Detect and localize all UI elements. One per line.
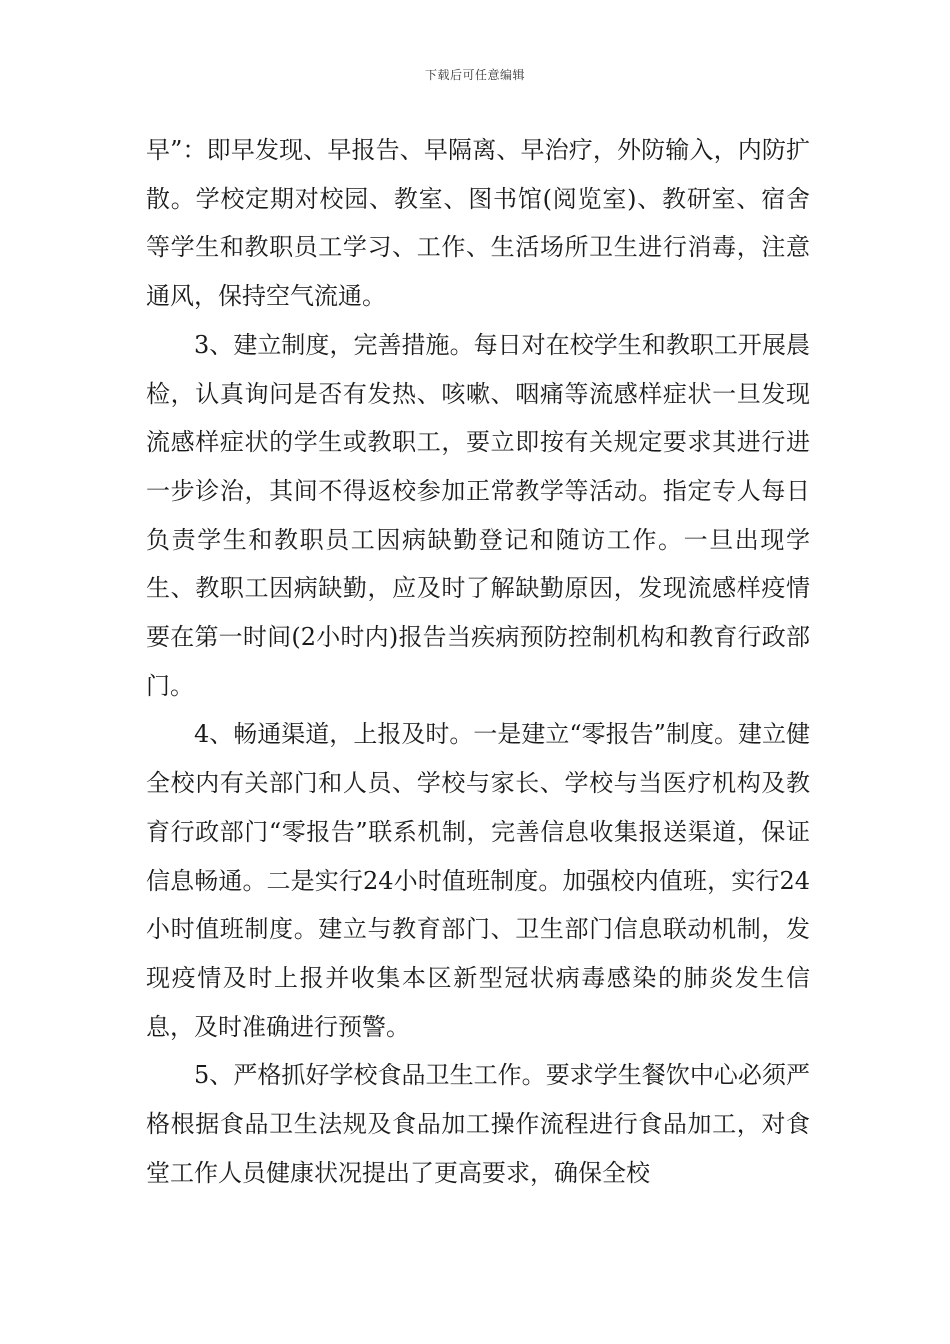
paragraph-item-3: 3、建立制度，完善措施。每日对在校学生和教职工开展晨检，认真询问是否有发热、咳嗽、咽痛等流感样症状一旦发现流感样症状的学生或教职工，要立即按有关规定要求其进行进一步诊治，其间不得返校参加正常教学等活动。指定专人每日负责学生和教职员工因病缺勤登记和随访工作。一旦出现学生、教职工因病缺勤，应及时了解缺勤原因，发现流感样疫情要在第一时间(2小时内)报告当疾病预防控制机构和教育行政部门。 <box>146 330 810 700</box>
page-header: 下载后可任意编辑 <box>424 68 525 82</box>
paragraph-item-5: 5、严格抓好学校食品卫生工作。要求学生餐饮中心必须严格根据食品卫生法规及食品加工操作流程进行食品加工，对食堂工作人员健康状况提出了更高要求，确保全校 <box>146 1061 810 1187</box>
document-body <box>146 126 810 1197</box>
paragraph-item-4: 4、畅通渠道，上报及时。一是建立“零报告”制度。建立健全校内有关部门和人员、学校与家长、学校与当医疗机构及教育行政部门“零报告”联系机制，完善信息收集报送渠道，保证信息畅通。二是实行24小时值班制度。加强校内值班，实行24小时值班制度。建立与教育部门、卫生部门信息联动机制，发现疫情及时上报并收集本区新型冠状病毒感染的肺炎发生信息，及时准确进行预警。 <box>146 720 810 1041</box>
paragraph-continuation: 早”：即早发现、早报告、早隔离、早治疗，外防输入，内防扩散。学校定期对校园、教室、图书馆(阅览室)、教研室、宿舍等学生和教职员工学习、工作、生活场所卫生进行消毒，注意通风，保持空气流通。 <box>146 136 810 311</box>
